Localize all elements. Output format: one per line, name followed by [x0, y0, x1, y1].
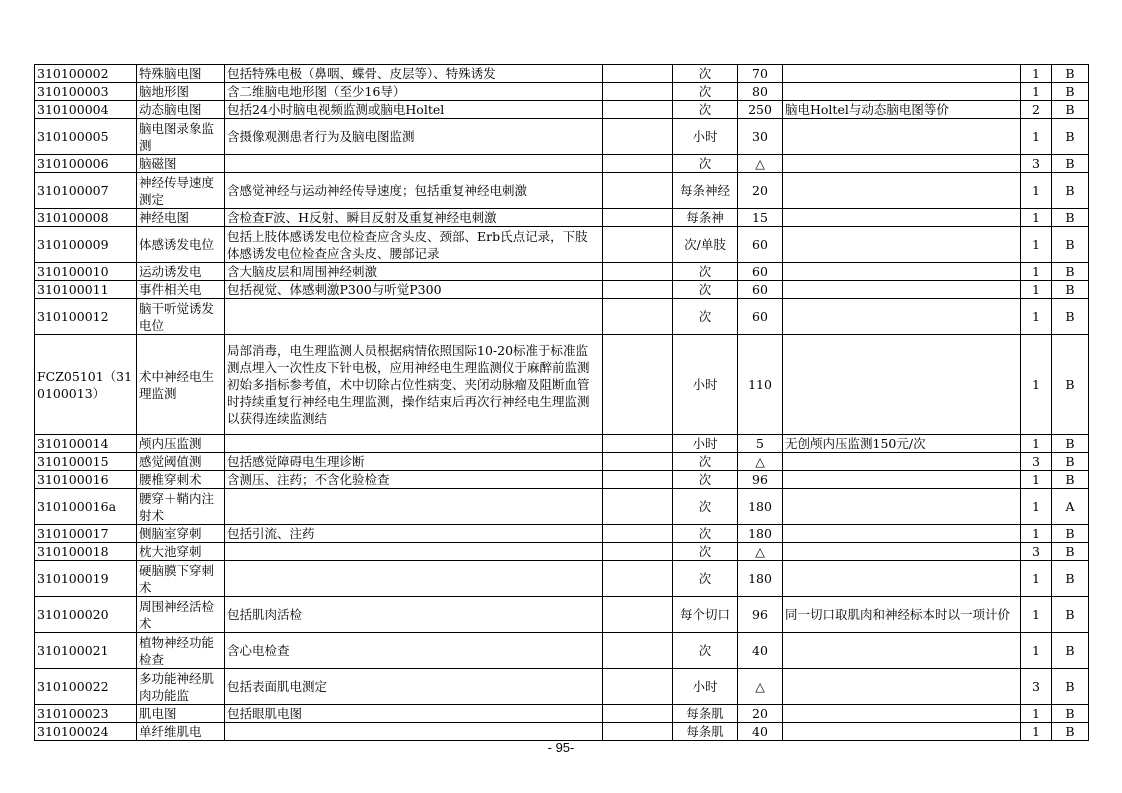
table-cell-code: 310100010	[35, 263, 137, 281]
table-cell-name: 脑地形图	[137, 83, 225, 101]
table-cell-note	[783, 299, 1021, 335]
table-cell-unit: 次/单肢	[673, 227, 738, 263]
table-cell-category: B	[1052, 173, 1089, 209]
table-cell-price: 15	[738, 209, 783, 227]
table-cell-blank	[603, 669, 673, 705]
table-cell-description: 包括视觉、体感刺激P300与听觉P300	[225, 281, 603, 299]
table-cell-category: B	[1052, 299, 1089, 335]
table-cell-code: 310100017	[35, 525, 137, 543]
table-cell-category: B	[1052, 263, 1089, 281]
table-cell-code: 310100022	[35, 669, 137, 705]
table-cell-name: 动态脑电图	[137, 101, 225, 119]
table-cell-count: 1	[1021, 597, 1052, 633]
table-cell-count: 1	[1021, 561, 1052, 597]
table-cell-note	[783, 705, 1021, 723]
table-cell-price: 20	[738, 705, 783, 723]
table-cell-count: 3	[1021, 669, 1052, 705]
table-cell-note	[783, 173, 1021, 209]
table-cell-price: 180	[738, 561, 783, 597]
table-cell-code: 310100011	[35, 281, 137, 299]
fee-schedule-table	[34, 64, 1089, 741]
table-cell-code: 310100016a	[35, 489, 137, 525]
table-cell-description: 包括24小时脑电视频监测或脑电Holtel	[225, 101, 603, 119]
table-cell-count: 1	[1021, 525, 1052, 543]
table-cell-count: 3	[1021, 543, 1052, 561]
table-cell-count: 1	[1021, 335, 1052, 435]
table-cell-description: 含感觉神经与运动神经传导速度；包括重复神经电刺激	[225, 173, 603, 209]
table-row	[35, 209, 1089, 227]
table-cell-code: 310100018	[35, 543, 137, 561]
table-cell-note	[783, 227, 1021, 263]
table-cell-name: 脑干听觉诱发电位	[137, 299, 225, 335]
table-row	[35, 633, 1089, 669]
table-cell-description: 包括表面肌电测定	[225, 669, 603, 705]
table-cell-price: 20	[738, 173, 783, 209]
table-cell-code: 310100004	[35, 101, 137, 119]
table-cell-category: B	[1052, 227, 1089, 263]
table-row	[35, 101, 1089, 119]
table-cell-note: 脑电Holtel与动态脑电图等价	[783, 101, 1021, 119]
table-cell-name: 事件相关电	[137, 281, 225, 299]
table-cell-unit: 次	[673, 65, 738, 83]
table-cell-blank	[603, 543, 673, 561]
table-row	[35, 263, 1089, 281]
table-cell-note	[783, 83, 1021, 101]
table-cell-category: B	[1052, 561, 1089, 597]
table-row	[35, 435, 1089, 453]
table-cell-blank	[603, 561, 673, 597]
table-cell-note	[783, 471, 1021, 489]
table-cell-category: B	[1052, 525, 1089, 543]
table-cell-unit: 小时	[673, 119, 738, 155]
table-cell-description: 包括眼肌电图	[225, 705, 603, 723]
table-cell-note	[783, 489, 1021, 525]
table-cell-name: 神经电图	[137, 209, 225, 227]
table-cell-unit: 次	[673, 561, 738, 597]
table-cell-blank	[603, 435, 673, 453]
table-cell-unit: 每条神	[673, 209, 738, 227]
table-cell-description	[225, 299, 603, 335]
table-cell-count: 1	[1021, 633, 1052, 669]
table-cell-name: 运动诱发电	[137, 263, 225, 281]
table-cell-code: 310100006	[35, 155, 137, 173]
table-cell-note	[783, 453, 1021, 471]
table-cell-category: B	[1052, 471, 1089, 489]
table-cell-category: B	[1052, 281, 1089, 299]
table-cell-description	[225, 435, 603, 453]
table-cell-note	[783, 723, 1021, 741]
table-cell-name: 脑电图录象监测	[137, 119, 225, 155]
table-cell-note	[783, 263, 1021, 281]
table-cell-note	[783, 335, 1021, 435]
table-cell-unit: 小时	[673, 335, 738, 435]
table-cell-name: 感觉阈值测	[137, 453, 225, 471]
table-cell-unit: 次	[673, 155, 738, 173]
table-cell-price: 60	[738, 263, 783, 281]
table-row	[35, 299, 1089, 335]
table-cell-count: 1	[1021, 209, 1052, 227]
table-cell-category: B	[1052, 101, 1089, 119]
table-cell-unit: 次	[673, 489, 738, 525]
table-cell-code: 310100021	[35, 633, 137, 669]
table-cell-category: B	[1052, 435, 1089, 453]
table-cell-code: 310100019	[35, 561, 137, 597]
table-cell-description	[225, 723, 603, 741]
table-cell-count: 2	[1021, 101, 1052, 119]
table-cell-unit: 次	[673, 281, 738, 299]
table-cell-description	[225, 561, 603, 597]
table-cell-description: 含心电检查	[225, 633, 603, 669]
table-cell-unit: 次	[673, 453, 738, 471]
table-cell-blank	[603, 281, 673, 299]
table-cell-count: 3	[1021, 453, 1052, 471]
table-cell-blank	[603, 299, 673, 335]
table-row	[35, 669, 1089, 705]
table-cell-category: B	[1052, 705, 1089, 723]
table-cell-code: 310100014	[35, 435, 137, 453]
table-cell-price: 30	[738, 119, 783, 155]
table-cell-blank	[603, 453, 673, 471]
table-cell-description	[225, 155, 603, 173]
table-cell-code: 310100023	[35, 705, 137, 723]
table-cell-price: 70	[738, 65, 783, 83]
table-cell-note	[783, 119, 1021, 155]
table-cell-code: 310100009	[35, 227, 137, 263]
table-cell-blank	[603, 173, 673, 209]
table-cell-code: 310100012	[35, 299, 137, 335]
table-cell-blank	[603, 119, 673, 155]
table-row	[35, 173, 1089, 209]
table-cell-blank	[603, 335, 673, 435]
table-cell-unit: 次	[673, 263, 738, 281]
table-cell-note	[783, 155, 1021, 173]
table-cell-code: 310100002	[35, 65, 137, 83]
table-cell-price: 110	[738, 335, 783, 435]
table-cell-description: 包括上肢体感诱发电位检查应含头皮、颈部、Erb氏点记录，下肢体感诱发电位检查应含头皮、腰部记录	[225, 227, 603, 263]
table-cell-blank	[603, 83, 673, 101]
table-cell-name: 腰穿＋鞘内注射术	[137, 489, 225, 525]
table-cell-count: 1	[1021, 83, 1052, 101]
table-cell-code: 310100020	[35, 597, 137, 633]
table-cell-category: B	[1052, 119, 1089, 155]
page-number: - 95-	[547, 740, 575, 755]
table-cell-price: △	[738, 155, 783, 173]
table-cell-name: 神经传导速度测定	[137, 173, 225, 209]
table-cell-description: 含二维脑电地形图（至少16导）	[225, 83, 603, 101]
table-cell-note	[783, 633, 1021, 669]
table-cell-name: 颅内压监测	[137, 435, 225, 453]
table-cell-code: 310100015	[35, 453, 137, 471]
table-row	[35, 543, 1089, 561]
table-cell-description: 局部消毒，电生理监测人员根据病情依照国际10-20标准于标准监测点埋入一次性皮下针电极，应用神经电生理监测仪于麻醉前监测初始多指标参考值，术中切除占位性病变、夹闭动脉瘤及阻断血管时持续重复行神经电生理监测，操作结束后再次行神经电生理监测以获得连续监测结	[225, 335, 603, 435]
table-cell-code: 310100024	[35, 723, 137, 741]
table-row	[35, 119, 1089, 155]
table-cell-blank	[603, 489, 673, 525]
table-cell-code: 310100003	[35, 83, 137, 101]
table-row	[35, 561, 1089, 597]
table-cell-count: 1	[1021, 173, 1052, 209]
table-cell-name: 脑磁图	[137, 155, 225, 173]
table-cell-unit: 次	[673, 543, 738, 561]
table-cell-unit: 每条肌	[673, 723, 738, 741]
table-cell-category: B	[1052, 723, 1089, 741]
table-cell-description: 包括感觉障碍电生理诊断	[225, 453, 603, 471]
table-cell-description: 包括特殊电极（鼻咽、蝶骨、皮层等）、特殊诱发	[225, 65, 603, 83]
table-row	[35, 227, 1089, 263]
table-cell-count: 1	[1021, 705, 1052, 723]
table-cell-note	[783, 669, 1021, 705]
table-cell-description: 含检查F波、H反射、瞬目反射及重复神经电刺激	[225, 209, 603, 227]
table-cell-unit: 次	[673, 83, 738, 101]
table-cell-name: 体感诱发电位	[137, 227, 225, 263]
table-row	[35, 155, 1089, 173]
table-cell-category: B	[1052, 65, 1089, 83]
table-cell-count: 1	[1021, 65, 1052, 83]
table-cell-note	[783, 65, 1021, 83]
table-cell-unit: 小时	[673, 435, 738, 453]
table-cell-blank	[603, 633, 673, 669]
table-cell-blank	[603, 101, 673, 119]
table-row	[35, 83, 1089, 101]
table-cell-count: 1	[1021, 435, 1052, 453]
table-cell-blank	[603, 723, 673, 741]
table-cell-unit: 每个切口	[673, 597, 738, 633]
table-cell-code: FCZ05101（310100013）	[35, 335, 137, 435]
table-cell-note: 无创颅内压监测150元/次	[783, 435, 1021, 453]
table-cell-price: 96	[738, 597, 783, 633]
table-cell-count: 1	[1021, 227, 1052, 263]
table-cell-category: B	[1052, 633, 1089, 669]
table-cell-blank	[603, 227, 673, 263]
table-row	[35, 471, 1089, 489]
table-row	[35, 525, 1089, 543]
table-cell-unit: 次	[673, 101, 738, 119]
table-cell-blank	[603, 471, 673, 489]
table-cell-note	[783, 209, 1021, 227]
table-cell-unit: 次	[673, 525, 738, 543]
table-cell-note	[783, 281, 1021, 299]
table-cell-note	[783, 525, 1021, 543]
table-cell-description: 含测压、注药；不含化验检查	[225, 471, 603, 489]
table-cell-name: 肌电图	[137, 705, 225, 723]
table-cell-price: 80	[738, 83, 783, 101]
table-cell-code: 310100007	[35, 173, 137, 209]
table-cell-price: 60	[738, 299, 783, 335]
table-row	[35, 65, 1089, 83]
table-cell-price: 60	[738, 227, 783, 263]
table-cell-price: 40	[738, 633, 783, 669]
table-cell-code: 310100008	[35, 209, 137, 227]
table-cell-description: 含摄像观测患者行为及脑电图监测	[225, 119, 603, 155]
table-cell-name: 枕大池穿刺	[137, 543, 225, 561]
table-cell-price: 60	[738, 281, 783, 299]
table-cell-category: B	[1052, 83, 1089, 101]
table-cell-name: 术中神经电生理监测	[137, 335, 225, 435]
table-cell-category: B	[1052, 155, 1089, 173]
table-cell-count: 1	[1021, 119, 1052, 155]
table-cell-blank	[603, 155, 673, 173]
table-cell-blank	[603, 597, 673, 633]
table-cell-unit: 次	[673, 633, 738, 669]
table-cell-description: 含大脑皮层和周围神经刺激	[225, 263, 603, 281]
table-cell-price: 180	[738, 489, 783, 525]
table-row	[35, 335, 1089, 435]
table-row	[35, 453, 1089, 471]
table-cell-category: B	[1052, 453, 1089, 471]
table-cell-price: △	[738, 453, 783, 471]
table-cell-code: 310100016	[35, 471, 137, 489]
table-cell-blank	[603, 525, 673, 543]
table-row	[35, 489, 1089, 525]
table-cell-category: A	[1052, 489, 1089, 525]
table-cell-count: 1	[1021, 299, 1052, 335]
table-cell-description	[225, 543, 603, 561]
table-cell-category: B	[1052, 335, 1089, 435]
table-cell-unit: 次	[673, 299, 738, 335]
table-cell-price: 5	[738, 435, 783, 453]
table-cell-category: B	[1052, 597, 1089, 633]
table-cell-category: B	[1052, 669, 1089, 705]
table-cell-name: 腰椎穿刺术	[137, 471, 225, 489]
table-cell-note: 同一切口取肌肉和神经标本时以一项计价	[783, 597, 1021, 633]
table-cell-note	[783, 543, 1021, 561]
table-cell-unit: 次	[673, 471, 738, 489]
table-cell-count: 1	[1021, 281, 1052, 299]
table-cell-name: 单纤维肌电	[137, 723, 225, 741]
table-cell-description	[225, 489, 603, 525]
table-cell-blank	[603, 209, 673, 227]
table-row	[35, 705, 1089, 723]
table-cell-price: △	[738, 543, 783, 561]
table-cell-description: 包括引流、注药	[225, 525, 603, 543]
table-cell-price: 40	[738, 723, 783, 741]
table-row	[35, 723, 1089, 741]
table-cell-name: 多功能神经肌肉功能监	[137, 669, 225, 705]
table-cell-price: 180	[738, 525, 783, 543]
table-cell-name: 硬脑膜下穿刺术	[137, 561, 225, 597]
table-cell-name: 侧脑室穿刺	[137, 525, 225, 543]
table-row	[35, 281, 1089, 299]
table-cell-description: 包括肌肉活检	[225, 597, 603, 633]
table-cell-count: 1	[1021, 489, 1052, 525]
table-cell-unit: 每条神经	[673, 173, 738, 209]
table-cell-name: 周围神经活检术	[137, 597, 225, 633]
table-cell-price: 250	[738, 101, 783, 119]
table-cell-name: 特殊脑电图	[137, 65, 225, 83]
table-cell-count: 1	[1021, 263, 1052, 281]
table-body	[35, 65, 1089, 741]
table-cell-code: 310100005	[35, 119, 137, 155]
table-cell-blank	[603, 263, 673, 281]
table-cell-price: 96	[738, 471, 783, 489]
table-cell-count: 3	[1021, 155, 1052, 173]
table-cell-unit: 每条肌	[673, 705, 738, 723]
table-cell-name: 植物神经功能检查	[137, 633, 225, 669]
table-cell-note	[783, 561, 1021, 597]
table-cell-category: B	[1052, 209, 1089, 227]
table-cell-blank	[603, 705, 673, 723]
table-cell-unit: 小时	[673, 669, 738, 705]
table-cell-category: B	[1052, 543, 1089, 561]
table-cell-blank	[603, 65, 673, 83]
table-cell-count: 1	[1021, 471, 1052, 489]
table-cell-count: 1	[1021, 723, 1052, 741]
table-cell-price: △	[738, 669, 783, 705]
table-row	[35, 597, 1089, 633]
